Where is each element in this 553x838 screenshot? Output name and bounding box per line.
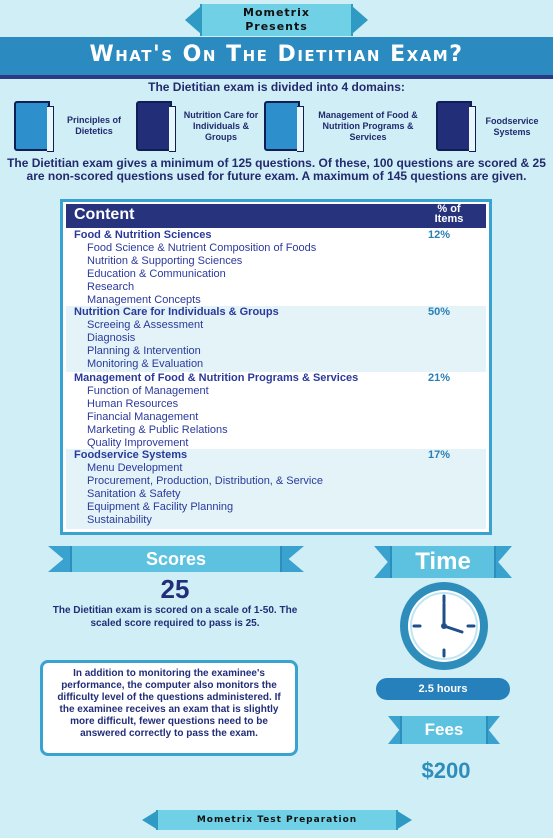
book-icon bbox=[14, 101, 50, 151]
section-item: Marketing & Public Relations bbox=[87, 424, 228, 436]
header-pct: % of Items bbox=[434, 203, 464, 225]
time-value: 2.5 hours bbox=[376, 678, 510, 700]
section-item: Nutrition & Supporting Sciences bbox=[87, 255, 243, 267]
brand-name: Mometrix bbox=[243, 6, 310, 19]
domain-label-4: Foodservice Systems bbox=[485, 116, 539, 137]
section-title: Food & Nutrition Sciences bbox=[74, 229, 212, 241]
exam-description: The Dietitian exam gives a minimum of 125 questions. Of these, 100 questions are scored & 25 are non-scored questions used for future exam. A maximum of 145 questions are given. bbox=[7, 156, 546, 183]
section-pct: 17% bbox=[428, 449, 451, 461]
section-item: Procurement, Production, Distribution, & Service bbox=[87, 475, 323, 487]
book-icon bbox=[136, 101, 172, 151]
book-icon bbox=[264, 101, 300, 151]
footer-text: Mometrix Test Preparation bbox=[156, 810, 398, 830]
section-item: Human Resources bbox=[87, 398, 179, 410]
fees-heading: Fees bbox=[400, 716, 488, 744]
book-icon bbox=[436, 101, 472, 151]
header-content: Content bbox=[74, 206, 135, 223]
section-item: Equipment & Facility Planning bbox=[87, 501, 234, 513]
section-title: Nutrition Care for Individuals & Groups bbox=[74, 306, 279, 318]
domain-label-1: Principles of Dietetics bbox=[66, 115, 121, 136]
table-section bbox=[66, 229, 486, 306]
domain-label-2: Nutrition Care for Individuals & Groups bbox=[183, 110, 259, 142]
score-description: The Dietitian exam is scored on a scale of 1-50. The scaled score required to pass is 25. bbox=[52, 605, 298, 629]
score-value: 25 bbox=[160, 574, 190, 604]
section-item: Research bbox=[87, 281, 135, 293]
section-item: Function of Management bbox=[87, 385, 209, 397]
page-title: What's On The Dietitian Exam? bbox=[0, 37, 553, 75]
section-item: Diagnosis bbox=[87, 332, 136, 344]
clock-icon bbox=[398, 580, 490, 672]
brand-ribbon bbox=[200, 4, 353, 36]
section-item: Planning & Intervention bbox=[87, 345, 201, 357]
table-section bbox=[66, 372, 486, 449]
intro-text: The Dietitian exam is divided into 4 domains: bbox=[148, 80, 405, 94]
scores-heading: Scores bbox=[70, 546, 282, 572]
section-item: Monitoring & Evaluation bbox=[87, 358, 204, 370]
title-underline bbox=[0, 75, 553, 79]
section-item: Education & Communication bbox=[87, 268, 226, 280]
section-item: Food Science & Nutrient Composition of Foods bbox=[87, 242, 317, 254]
domain-label-3: Management of Food & Nutrition Programs & Services bbox=[318, 110, 418, 142]
table-section bbox=[66, 449, 486, 529]
section-item: Management Concepts bbox=[87, 294, 201, 306]
fee-value: $200 bbox=[421, 758, 471, 783]
section-item: Sustainability bbox=[87, 514, 152, 526]
table-header bbox=[66, 204, 486, 228]
section-title: Management of Food & Nutrition Programs & Services bbox=[74, 372, 359, 384]
section-pct: 12% bbox=[428, 229, 451, 241]
info-box: In addition to monitoring the examinee's performance, the computer also monitors the difficulty level of the questions administered. If the examinee receives an exam that is slightly more difficult, fewer questions need to be answered correctly to pass the exam. bbox=[40, 660, 298, 756]
section-item: Financial Management bbox=[87, 411, 199, 423]
section-item: Screeing & Assessment bbox=[87, 319, 204, 331]
section-title: Foodservice Systems bbox=[74, 449, 188, 461]
section-pct: 50% bbox=[428, 306, 451, 318]
table-section bbox=[66, 306, 486, 372]
section-item: Sanitation & Safety bbox=[87, 488, 181, 500]
brand-presents: Presents bbox=[245, 20, 308, 33]
section-pct: 21% bbox=[428, 372, 451, 384]
section-item: Menu Development bbox=[87, 462, 183, 474]
section-item: Quality Improvement bbox=[87, 437, 189, 449]
time-heading: Time bbox=[390, 546, 496, 578]
